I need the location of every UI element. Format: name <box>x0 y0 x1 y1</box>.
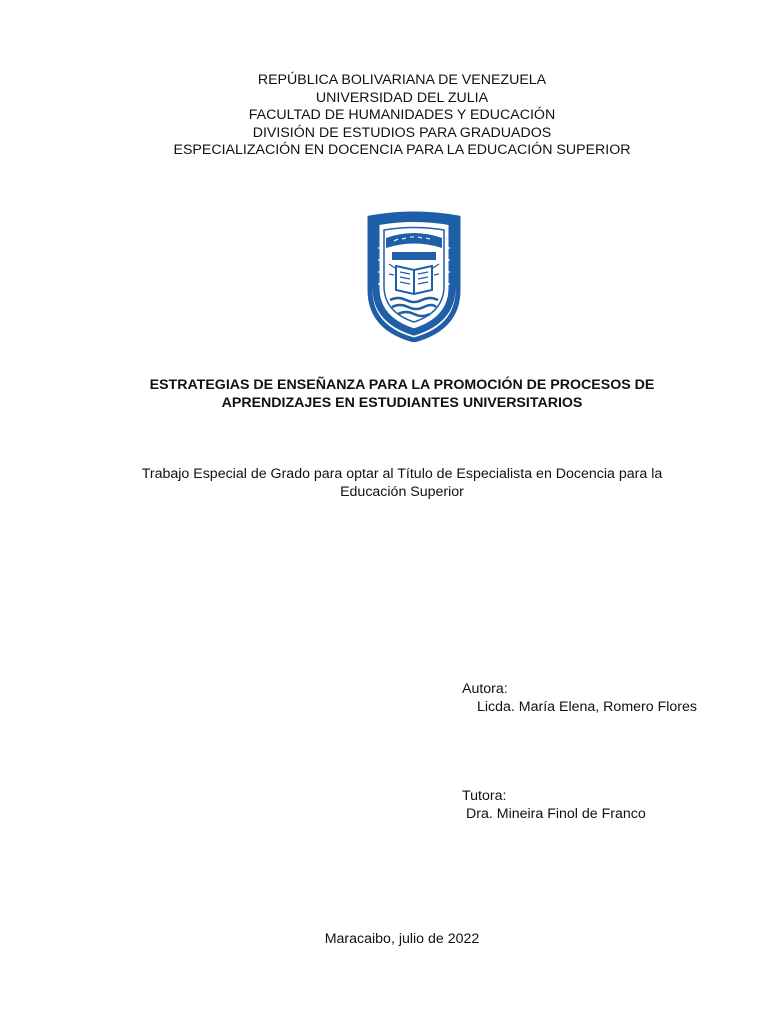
tutor-label: Tutora: <box>462 788 507 804</box>
thesis-title <box>112 376 692 412</box>
header-program: ESPECIALIZACIÓN EN DOCENCIA PARA LA EDUCACIÓN SUPERIOR <box>173 142 631 159</box>
header-country: REPÚBLICA BOLIVARIANA DE VENEZUELA <box>257 72 547 88</box>
university-seal-icon <box>362 208 466 342</box>
header-university: UNIVERSIDAD DEL ZULIA <box>315 89 489 106</box>
author-block <box>462 680 697 716</box>
tutor-name: Dra. Mineira Finol de Franco <box>466 806 646 822</box>
header-faculty: FACULTAD DE HUMANIDADES Y EDUCACIÓN <box>248 107 556 124</box>
thesis-title-line: ESTRATEGIAS DE ENSEÑANZA PARA LA PROMOCIÓN DE PROCESOS DE <box>149 377 655 393</box>
thesis-subtitle-line: Trabajo Especial de Grado para optar al Título de Especialista en Docencia para la <box>141 466 663 482</box>
header-division: DIVISIÓN DE ESTUDIOS PARA GRADUADOS <box>252 124 552 141</box>
thesis-subtitle-line: Educación Superior <box>340 484 464 500</box>
author-name: Licda. María Elena, Romero Flores <box>477 699 697 715</box>
institution-header <box>100 72 704 160</box>
tutor-block <box>462 787 722 823</box>
place-and-date: Maracaibo, julio de 2022 <box>324 931 480 947</box>
thesis-subtitle <box>112 465 692 501</box>
author-label: Autora: <box>462 681 508 697</box>
thesis-title-line: APRENDIZAJES EN ESTUDIANTES UNIVERSITARIOS <box>221 395 583 411</box>
